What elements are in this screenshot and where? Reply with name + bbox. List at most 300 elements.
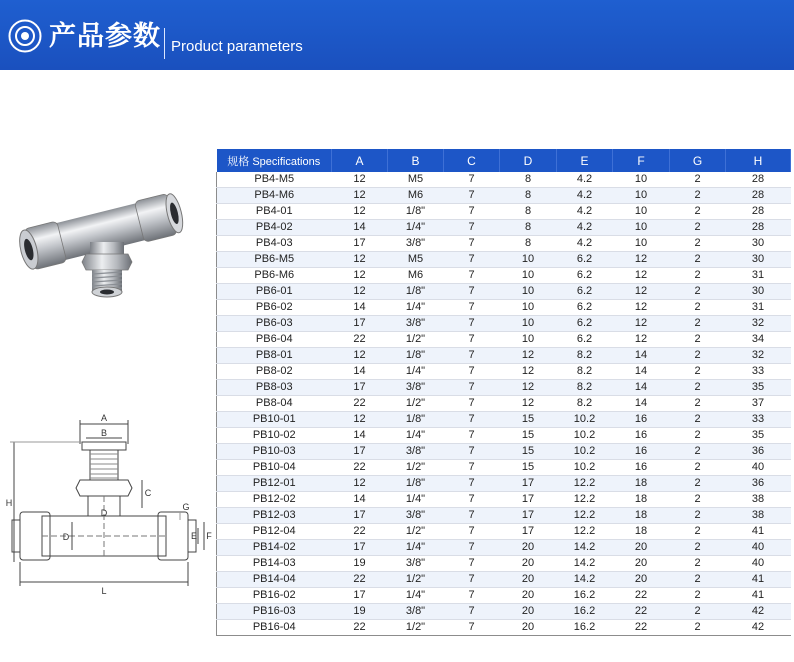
spec-value-cell: 7 [444,236,500,252]
spec-value-cell: 2 [670,252,726,268]
spec-model-cell: PB16-03 [217,604,332,620]
table-row [217,620,791,636]
spec-value-cell: 31 [726,300,791,316]
spec-model-cell: PB8-02 [217,364,332,380]
dim-label-f: F [206,531,212,541]
spec-value-cell: 17 [332,236,388,252]
spec-value-cell: M6 [388,188,444,204]
spec-value-cell: 7 [444,540,500,556]
spec-value-cell: 4.2 [557,236,613,252]
spec-value-cell: 1/4" [388,364,444,380]
spec-value-cell: 14 [613,396,670,412]
spec-value-cell: 2 [670,588,726,604]
spec-value-cell: 2 [670,460,726,476]
spec-model-cell: PB4-01 [217,204,332,220]
spec-model-cell: PB16-02 [217,588,332,604]
table-row [217,348,791,364]
col-header-h: H [726,149,791,172]
spec-value-cell: 20 [613,556,670,572]
spec-value-cell: 28 [726,204,791,220]
spec-value-cell: 8.2 [557,380,613,396]
spec-value-cell: 22 [332,332,388,348]
spec-value-cell: 7 [444,252,500,268]
spec-value-cell: 1/8" [388,412,444,428]
spec-model-cell: PB10-01 [217,412,332,428]
spec-value-cell: 7 [444,476,500,492]
spec-value-cell: 12 [332,268,388,284]
spec-value-cell: 20 [500,620,557,636]
spec-value-cell: 14.2 [557,572,613,588]
spec-value-cell: 28 [726,188,791,204]
spec-value-cell: 36 [726,476,791,492]
spec-value-cell: 12 [500,364,557,380]
spec-model-cell: PB16-04 [217,620,332,636]
spec-value-cell: 6.2 [557,300,613,316]
spec-value-cell: 10 [500,316,557,332]
spec-table [216,149,791,636]
spec-value-cell: 12.2 [557,476,613,492]
spec-value-cell: 17 [332,540,388,556]
spec-value-cell: 2 [670,172,726,188]
spec-value-cell: 10 [500,252,557,268]
spec-value-cell: 2 [670,604,726,620]
spec-value-cell: 8.2 [557,348,613,364]
spec-value-cell: 14 [332,428,388,444]
spec-value-cell: 19 [332,604,388,620]
table-row [217,572,791,588]
spec-value-cell: 8 [500,172,557,188]
table-row [217,172,791,188]
spec-value-cell: 10.2 [557,412,613,428]
table-row [217,396,791,412]
spec-value-cell: 35 [726,428,791,444]
table-row [217,604,791,620]
spec-value-cell: 7 [444,380,500,396]
spec-value-cell: 10 [500,284,557,300]
spec-value-cell: 10.2 [557,460,613,476]
spec-value-cell: 22 [332,524,388,540]
table-row [217,268,791,284]
col-header-b: B [388,149,444,172]
spec-value-cell: 7 [444,604,500,620]
col-header-f: F [613,149,670,172]
table-row [217,412,791,428]
spec-value-cell: 16 [613,428,670,444]
spec-value-cell: 1/2" [388,332,444,348]
spec-value-cell: 12 [613,284,670,300]
spec-value-cell: 3/8" [388,444,444,460]
page-title-zh: 产品参数 [49,21,161,52]
spec-value-cell: 2 [670,300,726,316]
table-row [217,444,791,460]
title-divider [164,28,165,59]
spec-value-cell: 7 [444,300,500,316]
spec-value-cell: 42 [726,604,791,620]
spec-value-cell: 10 [613,188,670,204]
spec-value-cell: 12 [332,284,388,300]
spec-value-cell: 2 [670,316,726,332]
spec-value-cell: 2 [670,284,726,300]
dim-label-b: B [100,428,108,438]
spec-value-cell: 16.2 [557,588,613,604]
table-row [217,556,791,572]
spec-value-cell: 22 [332,620,388,636]
spec-value-cell: 7 [444,492,500,508]
spec-value-cell: 12 [332,172,388,188]
spec-value-cell: 8.2 [557,364,613,380]
spec-value-cell: 14 [613,364,670,380]
spec-value-cell: 20 [613,572,670,588]
spec-value-cell: 2 [670,556,726,572]
spec-value-cell: 16 [613,460,670,476]
col-header-d: D [500,149,557,172]
header-banner [0,0,794,70]
spec-value-cell: 12 [332,412,388,428]
spec-value-cell: 7 [444,444,500,460]
spec-value-cell: 17 [332,508,388,524]
spec-value-cell: 7 [444,268,500,284]
spec-value-cell: 1/4" [388,220,444,236]
spec-model-cell: PB12-01 [217,476,332,492]
spec-value-cell: 4.2 [557,220,613,236]
tee-fitting-photo [14,182,194,302]
spec-value-cell: 7 [444,332,500,348]
spec-value-cell: 33 [726,364,791,380]
spec-value-cell: 3/8" [388,508,444,524]
spec-value-cell: 2 [670,524,726,540]
spec-model-cell: PB4-M5 [217,172,332,188]
spec-value-cell: 18 [613,524,670,540]
spec-value-cell: 20 [500,572,557,588]
spec-value-cell: 17 [500,492,557,508]
table-row [217,236,791,252]
spec-value-cell: 8 [500,220,557,236]
spec-value-cell: 1/2" [388,620,444,636]
dim-label-d-left: D [62,532,70,542]
table-row [217,380,791,396]
spec-value-cell: 2 [670,188,726,204]
spec-value-cell: 10 [500,332,557,348]
spec-value-cell: 3/8" [388,380,444,396]
spec-value-cell: 10 [613,236,670,252]
spec-value-cell: 2 [670,508,726,524]
spec-value-cell: 2 [670,428,726,444]
spec-value-cell: 32 [726,348,791,364]
spec-model-cell: PB14-03 [217,556,332,572]
spec-value-cell: 12.2 [557,524,613,540]
spec-value-cell: 38 [726,492,791,508]
spec-value-cell: 2 [670,332,726,348]
spec-value-cell: 19 [332,556,388,572]
spec-value-cell: 14 [332,220,388,236]
spec-model-cell: PB4-M6 [217,188,332,204]
spec-value-cell: 1/4" [388,428,444,444]
spec-value-cell: 2 [670,540,726,556]
spec-value-cell: 7 [444,348,500,364]
spec-model-cell: PB12-02 [217,492,332,508]
spec-value-cell: 12 [613,300,670,316]
spec-model-cell: PB8-01 [217,348,332,364]
spec-value-cell: 17 [500,508,557,524]
spec-value-cell: 38 [726,508,791,524]
spec-value-cell: 22 [332,572,388,588]
spec-value-cell: 1/2" [388,524,444,540]
page-title-en: Product parameters [171,38,303,55]
spec-value-cell: 1/8" [388,284,444,300]
spec-value-cell: 2 [670,204,726,220]
table-row [217,476,791,492]
table-header-row [217,149,791,172]
table-row [217,284,791,300]
col-header-a: A [332,149,388,172]
spec-model-cell: PB6-01 [217,284,332,300]
spec-value-cell: 17 [500,476,557,492]
table-row [217,364,791,380]
spec-value-cell: 7 [444,572,500,588]
spec-value-cell: 20 [500,588,557,604]
spec-model-cell: PB4-02 [217,220,332,236]
spec-model-cell: PB6-M6 [217,268,332,284]
spec-value-cell: 17 [500,524,557,540]
spec-value-cell: 40 [726,556,791,572]
spec-value-cell: 22 [613,620,670,636]
spec-value-cell: 1/8" [388,204,444,220]
spec-value-cell: 1/4" [388,540,444,556]
spec-value-cell: 12 [613,268,670,284]
spec-value-cell: 12.2 [557,492,613,508]
spec-value-cell: 10 [500,268,557,284]
spec-value-cell: 12 [613,316,670,332]
spec-value-cell: 40 [726,460,791,476]
spec-value-cell: 1/2" [388,572,444,588]
spec-value-cell: 2 [670,492,726,508]
spec-value-cell: 12 [613,332,670,348]
spec-value-cell: 32 [726,316,791,332]
spec-model-cell: PB4-03 [217,236,332,252]
technical-drawing [2,412,212,598]
spec-value-cell: 14 [332,364,388,380]
spec-value-cell: 2 [670,364,726,380]
target-circle-icon [8,19,42,53]
spec-model-cell: PB10-04 [217,460,332,476]
spec-value-cell: 12 [332,204,388,220]
table-row [217,204,791,220]
spec-model-cell: PB6-03 [217,316,332,332]
spec-value-cell: M6 [388,268,444,284]
dim-label-c: C [144,488,152,498]
spec-value-cell: 7 [444,316,500,332]
spec-value-cell: 15 [500,428,557,444]
spec-value-cell: 7 [444,556,500,572]
spec-value-cell: 18 [613,508,670,524]
spec-value-cell: 22 [613,588,670,604]
spec-value-cell: 14 [613,380,670,396]
spec-value-cell: 1/4" [388,492,444,508]
spec-value-cell: 14 [613,348,670,364]
spec-value-cell: 1/4" [388,588,444,604]
spec-value-cell: 30 [726,236,791,252]
spec-value-cell: 12.2 [557,508,613,524]
spec-value-cell: 17 [332,444,388,460]
spec-value-cell: 1/8" [388,476,444,492]
spec-value-cell: 12 [500,348,557,364]
spec-value-cell: 7 [444,412,500,428]
col-header-c: C [444,149,500,172]
table-row [217,524,791,540]
spec-value-cell: 2 [670,444,726,460]
spec-value-cell: 4.2 [557,172,613,188]
spec-model-cell: PB6-M5 [217,252,332,268]
dim-label-a: A [100,413,108,423]
spec-value-cell: 1/8" [388,348,444,364]
spec-value-cell: 12 [332,252,388,268]
spec-value-cell: 1/2" [388,396,444,412]
spec-value-cell: 41 [726,588,791,604]
spec-value-cell: 18 [613,492,670,508]
dim-label-g: G [182,502,190,512]
table-row [217,220,791,236]
spec-value-cell: 20 [500,604,557,620]
spec-value-cell: 7 [444,588,500,604]
dim-label-e: E [190,531,198,541]
spec-value-cell: 12 [332,348,388,364]
spec-value-cell: 10 [613,220,670,236]
col-header-spec: 规格 Specifications [217,149,332,172]
spec-value-cell: 7 [444,204,500,220]
spec-value-cell: 2 [670,412,726,428]
table-row [217,460,791,476]
spec-value-cell: 20 [500,556,557,572]
spec-value-cell: 16.2 [557,604,613,620]
spec-model-cell: PB6-02 [217,300,332,316]
spec-model-cell: PB14-02 [217,540,332,556]
spec-model-cell: PB8-04 [217,396,332,412]
spec-value-cell: 30 [726,252,791,268]
spec-value-cell: 16 [613,412,670,428]
dim-label-d-top: D [100,508,108,518]
spec-value-cell: 3/8" [388,556,444,572]
table-row [217,428,791,444]
spec-value-cell: 12 [332,476,388,492]
spec-value-cell: 2 [670,396,726,412]
spec-value-cell: 12 [613,252,670,268]
spec-value-cell: 36 [726,444,791,460]
spec-value-cell: 41 [726,524,791,540]
spec-value-cell: 10.2 [557,444,613,460]
spec-value-cell: 10 [500,300,557,316]
spec-model-cell: PB8-03 [217,380,332,396]
spec-value-cell: 10 [613,204,670,220]
spec-value-cell: 7 [444,620,500,636]
spec-value-cell: M5 [388,172,444,188]
spec-value-cell: 7 [444,460,500,476]
spec-value-cell: 10.2 [557,428,613,444]
table-row [217,540,791,556]
spec-value-cell: 7 [444,364,500,380]
table-row [217,508,791,524]
spec-value-cell: 14.2 [557,556,613,572]
spec-value-cell: 7 [444,428,500,444]
spec-model-cell: PB14-04 [217,572,332,588]
spec-value-cell: 3/8" [388,236,444,252]
spec-value-cell: 34 [726,332,791,348]
table-row [217,300,791,316]
spec-value-cell: 6.2 [557,316,613,332]
spec-value-cell: 18 [613,476,670,492]
spec-value-cell: 3/8" [388,604,444,620]
spec-value-cell: 35 [726,380,791,396]
spec-value-cell: 6.2 [557,284,613,300]
spec-value-cell: 37 [726,396,791,412]
spec-value-cell: 31 [726,268,791,284]
spec-value-cell: 15 [500,412,557,428]
spec-value-cell: 6.2 [557,252,613,268]
spec-value-cell: 16 [613,444,670,460]
spec-value-cell: 15 [500,460,557,476]
spec-value-cell: 22 [332,396,388,412]
spec-value-cell: 4.2 [557,204,613,220]
table-row [217,332,791,348]
spec-value-cell: 20 [613,540,670,556]
table-row [217,492,791,508]
spec-value-cell: 2 [670,236,726,252]
spec-value-cell: 22 [613,604,670,620]
dim-label-h: H [5,498,13,508]
spec-value-cell: 2 [670,572,726,588]
spec-value-cell: 12 [500,396,557,412]
spec-value-cell: 12 [500,380,557,396]
spec-model-cell: PB12-04 [217,524,332,540]
spec-value-cell: 12 [332,188,388,204]
spec-value-cell: 2 [670,620,726,636]
spec-value-cell: 8.2 [557,396,613,412]
table-row [217,188,791,204]
spec-value-cell: 8 [500,188,557,204]
spec-value-cell: 17 [332,380,388,396]
spec-value-cell: 17 [332,588,388,604]
spec-value-cell: 7 [444,220,500,236]
spec-value-cell: 7 [444,524,500,540]
spec-value-cell: 7 [444,508,500,524]
spec-value-cell: 6.2 [557,332,613,348]
spec-value-cell: 1/2" [388,460,444,476]
spec-value-cell: 14 [332,492,388,508]
spec-value-cell: M5 [388,252,444,268]
spec-value-cell: 8 [500,204,557,220]
table-row [217,588,791,604]
col-header-g: G [670,149,726,172]
spec-value-cell: 30 [726,284,791,300]
spec-value-cell: 41 [726,572,791,588]
spec-value-cell: 42 [726,620,791,636]
spec-value-cell: 14 [332,300,388,316]
spec-value-cell: 4.2 [557,188,613,204]
spec-value-cell: 8 [500,236,557,252]
col-header-e: E [557,149,613,172]
spec-value-cell: 2 [670,220,726,236]
spec-value-cell: 7 [444,172,500,188]
spec-value-cell: 7 [444,188,500,204]
spec-value-cell: 28 [726,172,791,188]
spec-model-cell: PB10-03 [217,444,332,460]
table-row [217,316,791,332]
spec-value-cell: 14.2 [557,540,613,556]
spec-value-cell: 2 [670,348,726,364]
spec-value-cell: 7 [444,396,500,412]
spec-value-cell: 20 [500,540,557,556]
spec-value-cell: 22 [332,460,388,476]
spec-value-cell: 1/4" [388,300,444,316]
